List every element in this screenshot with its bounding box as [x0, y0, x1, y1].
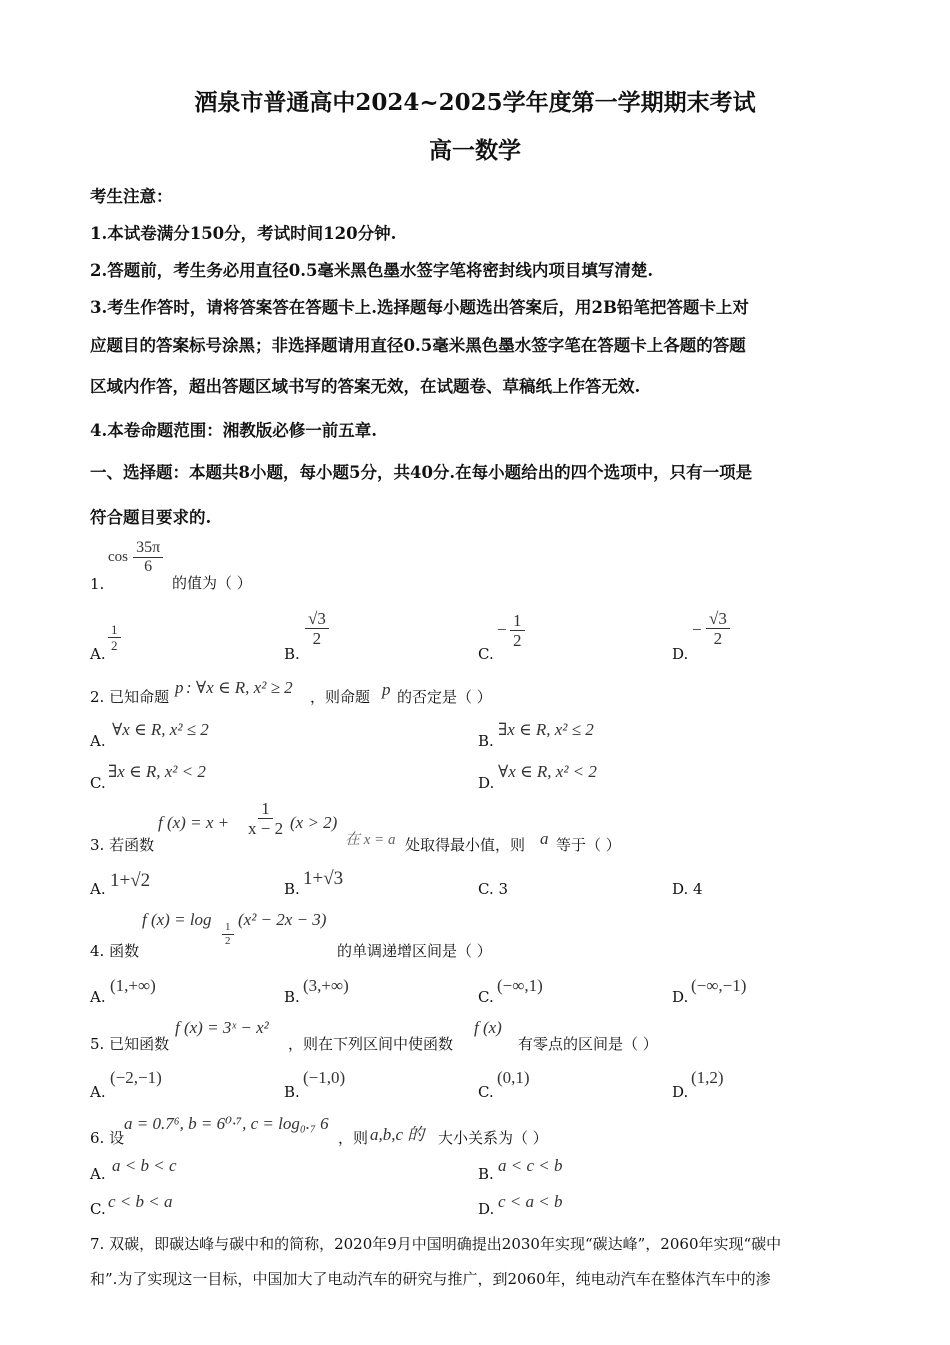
option-label-a: A.	[90, 645, 106, 663]
cos-function: cos	[108, 549, 128, 565]
option-label-c: C.	[478, 988, 494, 1006]
notice-item: 应题目的答案标号涂黑；非选择题请用直径0.5毫米黑色墨水签字笔在答题卡上各题的答题	[90, 336, 746, 355]
option-label-c: C.	[478, 645, 494, 663]
section-heading-cont: 符合题目要求的.	[90, 508, 212, 527]
option-label-c: C.	[90, 1200, 106, 1218]
question-text: 的单调递增区间是（ ）	[337, 942, 492, 960]
option-label-a: A.	[90, 880, 106, 898]
fraction-denominator: 2	[713, 629, 723, 648]
notice-item: 4.本卷命题范围：湘教版必修一前五章.	[90, 421, 377, 440]
fraction-numerator: 1	[108, 623, 121, 638]
fraction-numerator: 1	[510, 612, 525, 631]
question-text: 3. 若函数	[90, 836, 155, 854]
notice-item: 3.考生作答时，请将答案答在答题卡上.选择题每小题选出答案后，用2B铅笔把答题卡上对	[90, 298, 749, 317]
notice-heading: 考生注意：	[90, 187, 173, 206]
option-c: C. 3	[478, 880, 509, 898]
question-text: 7. 双碳，即碳达峰与碳中和的简称，2020年9月中国明确提出2030年实现“碳达峰”，2060年实现“碳中	[90, 1235, 782, 1253]
variable-a: a	[540, 829, 549, 848]
question-text: 5. 已知函数	[90, 1035, 170, 1053]
option-c-sign: −	[497, 620, 507, 639]
question-text: 4. 函数	[90, 942, 140, 960]
option-d-value	[706, 610, 730, 647]
option-c-value: (0,1)	[497, 1068, 530, 1087]
option-label-b: B.	[478, 1165, 494, 1183]
option-label-b: B.	[284, 1083, 300, 1101]
notice-item: 区域内作答，超出答题区域书写的答案无效，在试题卷、草稿纸上作答无效.	[90, 377, 641, 396]
question-text: 等于（ ）	[556, 836, 621, 854]
option-c-value: c < b < a	[108, 1192, 173, 1211]
q3-fraction	[245, 800, 286, 837]
option-label-d: D.	[672, 645, 689, 663]
fraction-denominator: 6	[144, 558, 153, 575]
option-label-b: B.	[284, 988, 300, 1006]
option-label-d: D.	[672, 988, 689, 1006]
option-label-a: A.	[90, 732, 106, 750]
exam-subtitle: 高一数学	[429, 137, 521, 164]
option-d-value: c < a < b	[498, 1192, 563, 1211]
option-label-a: A.	[90, 988, 106, 1006]
option-c-value: (−∞,1)	[497, 976, 543, 995]
option-label-d: D.	[478, 1200, 495, 1218]
option-d-value: ∀x ∈ R, x² < 2	[498, 762, 597, 781]
option-a-value	[108, 623, 121, 652]
option-b-value: (3,+∞)	[303, 976, 349, 995]
fraction-numerator: 1	[222, 922, 234, 935]
option-label-a: A.	[90, 1165, 106, 1183]
question-text: 的否定是（ ）	[397, 688, 492, 706]
function-expr: f (x) = log	[142, 910, 212, 929]
proposition-var: p	[382, 680, 391, 699]
option-label-c: C.	[90, 774, 106, 792]
proposition-var: p	[175, 678, 184, 697]
question-text: 大小关系为（ ）	[438, 1129, 548, 1147]
question-text: 6. 设	[90, 1129, 125, 1147]
option-b-value: a < c < b	[498, 1156, 563, 1175]
question-text: 有零点的区间是（ ）	[518, 1035, 658, 1053]
q1-expression	[108, 540, 163, 575]
option-label-b: B.	[284, 645, 300, 663]
question-number: 1.	[90, 575, 105, 593]
question-text: 处取得最小值，则	[405, 836, 526, 854]
fraction-numerator: √3	[305, 610, 329, 629]
question-text: ，则	[338, 1129, 369, 1147]
question-text: ，则命题	[310, 688, 371, 706]
function-expr: f (x) = 3ˣ − x²	[175, 1018, 269, 1037]
option-d: D. 4	[672, 880, 703, 898]
fraction-denominator: 2	[225, 935, 231, 947]
option-label-d: D.	[478, 774, 495, 792]
option-c-value: ∃x ∈ R, x² < 2	[108, 762, 206, 781]
log-base	[222, 922, 234, 947]
option-d-value: (1,2)	[691, 1068, 724, 1087]
option-label-c: C.	[478, 1083, 494, 1101]
notice-item: 1.本试卷满分150分，考试时间120分钟.	[90, 224, 397, 243]
section-heading: 一、选择题：本题共8小题，每小题5分，共40分.在每小题给出的四个选项中，只有一项是	[90, 463, 753, 482]
fraction-numerator: 1	[258, 800, 273, 819]
question-text: ，则在下列区间中使函数	[288, 1035, 454, 1053]
option-label-d: D.	[672, 1083, 689, 1101]
option-c-value	[510, 612, 525, 649]
option-b-value: ∃x ∈ R, x² ≤ 2	[498, 720, 594, 739]
option-a-value: 1+√2	[110, 870, 151, 891]
option-a-value: a < b < c	[112, 1156, 177, 1175]
domain-condition: (x > 2)	[290, 813, 338, 832]
fraction-denominator: x − 2	[248, 819, 284, 838]
fraction-denominator: 2	[513, 631, 522, 650]
option-b-value: (−1,0)	[303, 1068, 346, 1087]
question-text-cont: 和”.为了实现这一目标，中国加大了电动汽车的研究与推广，到2060年，纯电动汽车在整体汽车中的渗	[90, 1270, 771, 1288]
option-d-sign: −	[692, 620, 702, 639]
question-text: 2. 已知命题	[90, 688, 170, 706]
fraction-numerator: √3	[706, 610, 730, 629]
question-text: 的值为（ ）	[172, 574, 252, 592]
proposition-expr: : ∀x ∈ R, x² ≥ 2	[186, 678, 293, 697]
function-name: f (x)	[474, 1018, 502, 1037]
option-label-b: B.	[478, 732, 494, 750]
option-label-a: A.	[90, 1083, 106, 1101]
option-b-value	[305, 610, 329, 647]
variables: a,b,c 的	[370, 1125, 425, 1144]
exam-title: 酒泉市普通高中2024~2025学年度第一学期期末考试	[194, 89, 756, 116]
option-a-value: ∀x ∈ R, x² ≤ 2	[112, 720, 209, 739]
option-d-value: (−∞,−1)	[691, 976, 747, 995]
q1-fraction	[133, 540, 163, 575]
notice-item: 2.答题前，考生务必用直径0.5毫米黑色墨水签字笔将密封线内项目填写清楚.	[90, 261, 654, 280]
option-a-value: (1,+∞)	[110, 976, 156, 995]
log-argument: (x² − 2x − 3)	[238, 910, 327, 929]
function-expr: f (x) = x +	[158, 813, 230, 832]
fraction-numerator: 35π	[133, 540, 163, 558]
at-point: 在 x = a	[345, 832, 396, 848]
option-a-value: (−2,−1)	[110, 1068, 162, 1087]
fraction-denominator: 2	[312, 629, 322, 648]
option-label-b: B.	[284, 880, 300, 898]
definitions-expr: a = 0.7⁶, b = 6⁰·⁷, c = log₀.₇ 6	[124, 1114, 329, 1133]
fraction-denominator: 2	[111, 638, 118, 653]
option-b-value: 1+√3	[303, 868, 344, 889]
